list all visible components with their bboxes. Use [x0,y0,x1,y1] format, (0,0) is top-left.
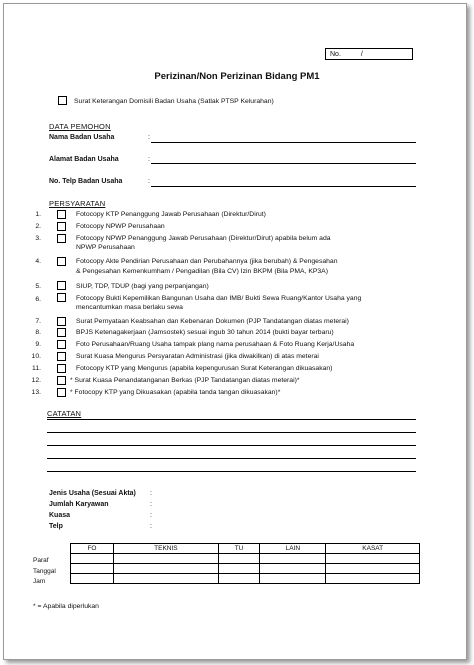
paraf-row [71,554,420,564]
catatan-line[interactable] [47,458,416,459]
kuasa-colon: : [150,512,152,519]
req-num: 9. [35,341,41,348]
req-num: 11. [32,365,41,372]
table-cell[interactable] [218,564,259,574]
nama-badan-usaha-line[interactable] [151,142,416,143]
req-checkbox[interactable] [57,234,66,243]
jam-label: Jam [33,578,46,585]
req-checkbox[interactable] [57,317,66,326]
req-text: NPWP Perusahaan [76,244,135,251]
number-box [325,48,413,60]
req-text: * Fotocopy KTP yang Dikuasakan (apabila tanda tangan dikuasakan)* [70,389,281,396]
header-tu: TU [218,544,259,554]
req-text: Fotocopy NPWP Penanggung Jawab Perusahaan (Direktur/Dirut) apabila belum ada [76,235,331,242]
header-teknis: TEKNIS [113,544,218,554]
req-num: 10. [31,353,41,360]
table-cell[interactable] [71,574,114,584]
approval-header-row [71,544,420,554]
nama-badan-usaha-label: Nama Badan Usaha [49,134,115,141]
telp-badan-usaha-line[interactable] [151,186,416,187]
table-cell[interactable] [326,554,420,564]
req-checkbox[interactable] [57,293,66,302]
table-cell[interactable] [113,574,218,584]
table-cell[interactable] [113,564,218,574]
document-title: Perizinan/Non Perizinan Bidang PM1 [154,71,320,82]
req-text: Foto Perusahaan/Ruang Usaha tampak plang nama perusahaan & Foto Ruang Kerja/Usaha [76,341,355,348]
table-cell[interactable] [326,564,420,574]
req-text: * Surat Kuasa Penandatanganan Berkas (PJP Tandatangan diatas meterai)* [70,377,300,384]
telp-badan-usaha-label: No. Telp Badan Usaha [49,178,123,185]
req-text: Fotocopy Bukti Kepemilikan Bangunan Usaha dan IMB/ Bukti Sewa Ruang/Kantor Usaha yang [76,295,362,302]
req-text: Fotocopy Akte Pendirian Perusahaan dan Perubahannya (jika berubah) & Pengesahan [76,258,338,265]
telp-label: Telp [49,523,63,530]
req-checkbox[interactable] [57,352,66,361]
alamat-badan-usaha-colon: : [148,156,150,163]
approval-table [70,543,420,584]
req-num: 13. [31,389,41,396]
req-num: 6. [35,296,41,303]
alamat-badan-usaha-line[interactable] [151,163,416,164]
table-cell[interactable] [218,554,259,564]
jumlah-karyawan-colon: : [150,501,152,508]
jenis-usaha-label: Jenis Usaha (Sesuai Akta) [49,490,136,497]
table-cell[interactable] [260,574,326,584]
catatan-heading: CATATAN [47,409,82,418]
table-cell[interactable] [71,554,114,564]
req-text: Fotocopy KTP Penanggung Jawab Perusahaan (Direktur/Dirut) [76,211,266,218]
jumlah-karyawan-label: Jumlah Karyawan [49,501,109,508]
req-checkbox[interactable] [57,222,66,231]
jam-row [71,574,420,584]
persyaratan-heading: PERSYARATAN [49,199,106,208]
data-pemohon-heading: DATA PEMOHON [49,122,111,131]
nama-badan-usaha-colon: : [148,134,150,141]
req-checkbox[interactable] [57,210,66,219]
req-num: 2. [35,223,41,230]
table-cell[interactable] [113,554,218,564]
req-checkbox[interactable] [57,328,66,337]
telp-badan-usaha-colon: : [148,178,150,185]
req-checkbox[interactable] [57,257,66,266]
req-text: mencantumkan masa berlaku sewa [76,304,183,311]
table-cell[interactable] [71,564,114,574]
alamat-badan-usaha-label: Alamat Badan Usaha [49,156,119,163]
header-kasat: KASAT [326,544,420,554]
sk-domisili-label: Surat Keterangan Domisili Badan Usaha (Satlak PTSP Kelurahan) [74,98,274,105]
req-num: 8. [35,329,41,336]
paraf-label: Paraf [33,557,49,564]
req-checkbox[interactable] [57,376,66,385]
catatan-line[interactable] [47,445,416,446]
req-checkbox[interactable] [57,388,66,397]
req-text: SIUP, TDP, TDUP (bagi yang perpanjangan) [76,283,209,290]
header-lain: LAIN [260,544,326,554]
req-num: 5. [35,283,41,290]
req-text: Fotocopy KTP yang Mengurus (apabila kepengurusan Surat Keterangan dikuasakan) [76,365,333,372]
tanggal-label: Tanggal [33,568,56,575]
kuasa-label: Kuasa [49,512,71,519]
req-num: 1. [35,211,41,218]
header-fo: FO [71,544,114,554]
req-text: Fotocopy NPWP Perusahaan [76,223,165,230]
req-num: 3. [35,235,41,242]
req-text: BPJS Ketenagakerjaan (Jamsostek) sesuai ingub 30 tahun 2014 (bukti bayar terbaru) [76,329,334,336]
req-num: 7. [35,318,41,325]
req-num: 12. [31,377,41,384]
checkbox-sk-domisili[interactable] [58,96,67,105]
footnote: * = Apabila diperlukan [33,603,99,610]
req-text: & Pengesahan Kemenkumham / Pengadilan (Bila CV) Izin BKPM (Bila PMA, KP3A) [76,268,328,275]
jenis-usaha-colon: : [150,490,152,497]
catatan-line[interactable] [47,419,416,420]
number-separator: / [360,51,363,58]
telp-colon: : [150,523,152,530]
catatan-line[interactable] [47,432,416,433]
table-cell[interactable] [260,554,326,564]
req-checkbox[interactable] [57,281,66,290]
req-num: 4. [35,258,41,265]
req-text: Surat Kuasa Mengurus Persyaratan Administrasi (jika diwakilkan) di atas meterai [76,353,319,360]
req-text: Surat Pernyataan Keabsahan dan Kebenaran Dokumen (PJP Tandatangan diatas meterai) [76,318,349,325]
req-checkbox[interactable] [57,364,66,373]
req-checkbox[interactable] [57,340,66,349]
number-label: No. [330,51,341,58]
table-cell[interactable] [326,574,420,584]
table-cell[interactable] [260,564,326,574]
tanggal-row [71,564,420,574]
catatan-line[interactable] [47,471,416,472]
table-cell[interactable] [218,574,259,584]
